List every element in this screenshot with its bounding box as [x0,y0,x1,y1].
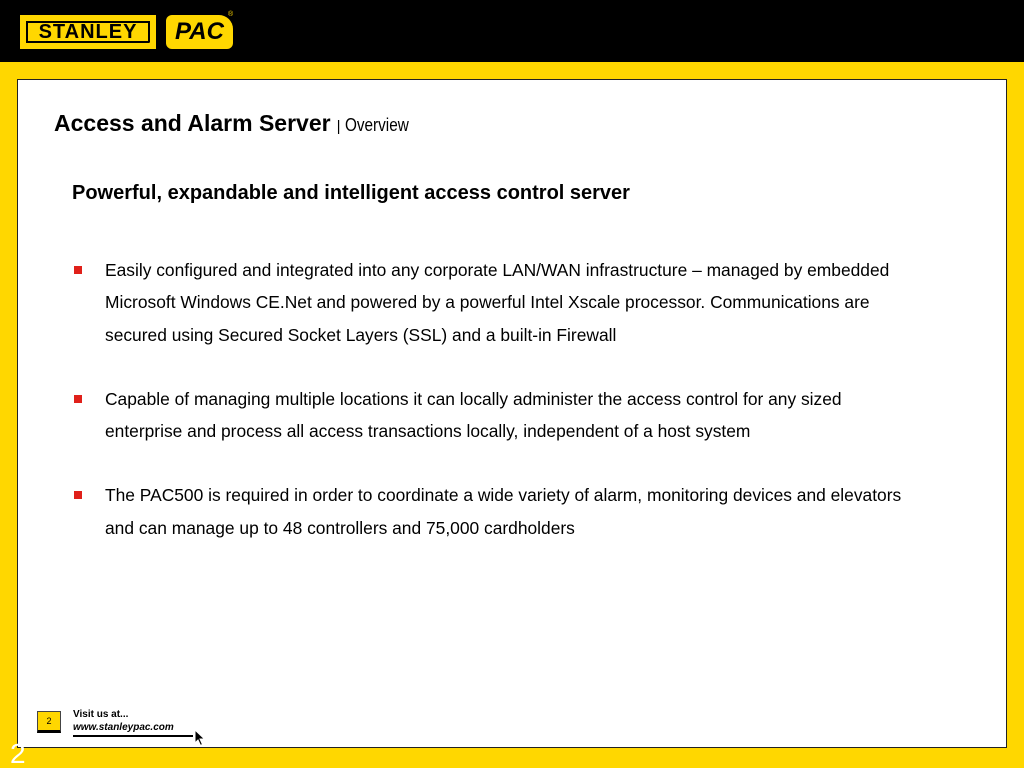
page-number-badge: 2 [37,711,61,733]
pac-logo: PAC [166,15,233,49]
slide-subtitle: Powerful, expandable and intelligent access control server [72,182,630,204]
visit-us-label: Visit us at... [73,709,129,720]
bullet-square-icon [74,491,82,499]
corner-slide-number: 2 [10,738,26,768]
stanley-logo-text: STANLEY [26,21,150,43]
bullet-text: Easily configured and integrated into any corporate LAN/WAN infrastructure – managed by embedded Microsoft Windows CE.Net and powered by a powerful Intel Xscale processor. Communications are secured using Secured Socket Layers (SSL) and a built-in Firewall [105,260,890,345]
bullet-square-icon [74,395,82,403]
bullet-text: Capable of managing multiple locations it can locally administer the access control for any sized enterprise and process all access transactions locally, independent of a host system [105,388,842,442]
bullet-item [72,254,922,351]
bullet-text: The PAC500 is required in order to coordinate a wide variety of alarm, monitoring devices and elevators and can manage up to 48 controllers and 75,000 cardholders [105,485,902,538]
bullet-item [72,383,922,448]
header-bar [0,0,1024,62]
registered-mark: ® [228,11,234,18]
registered-mark: ® [149,40,155,49]
footer-divider [73,735,193,737]
bullet-square-icon [74,266,82,274]
stanley-logo [20,15,156,49]
bullet-list [72,254,922,576]
website-link[interactable]: www.stanleypac.com [73,722,174,733]
slide-title-section: Overview [344,115,409,135]
slide-title [54,110,420,137]
bullet-item [72,479,922,544]
mouse-pointer-icon [194,729,206,747]
slide-content-panel [17,79,1007,748]
slide-title-main: Access and Alarm Server [54,110,331,136]
title-separator: | [336,118,341,135]
